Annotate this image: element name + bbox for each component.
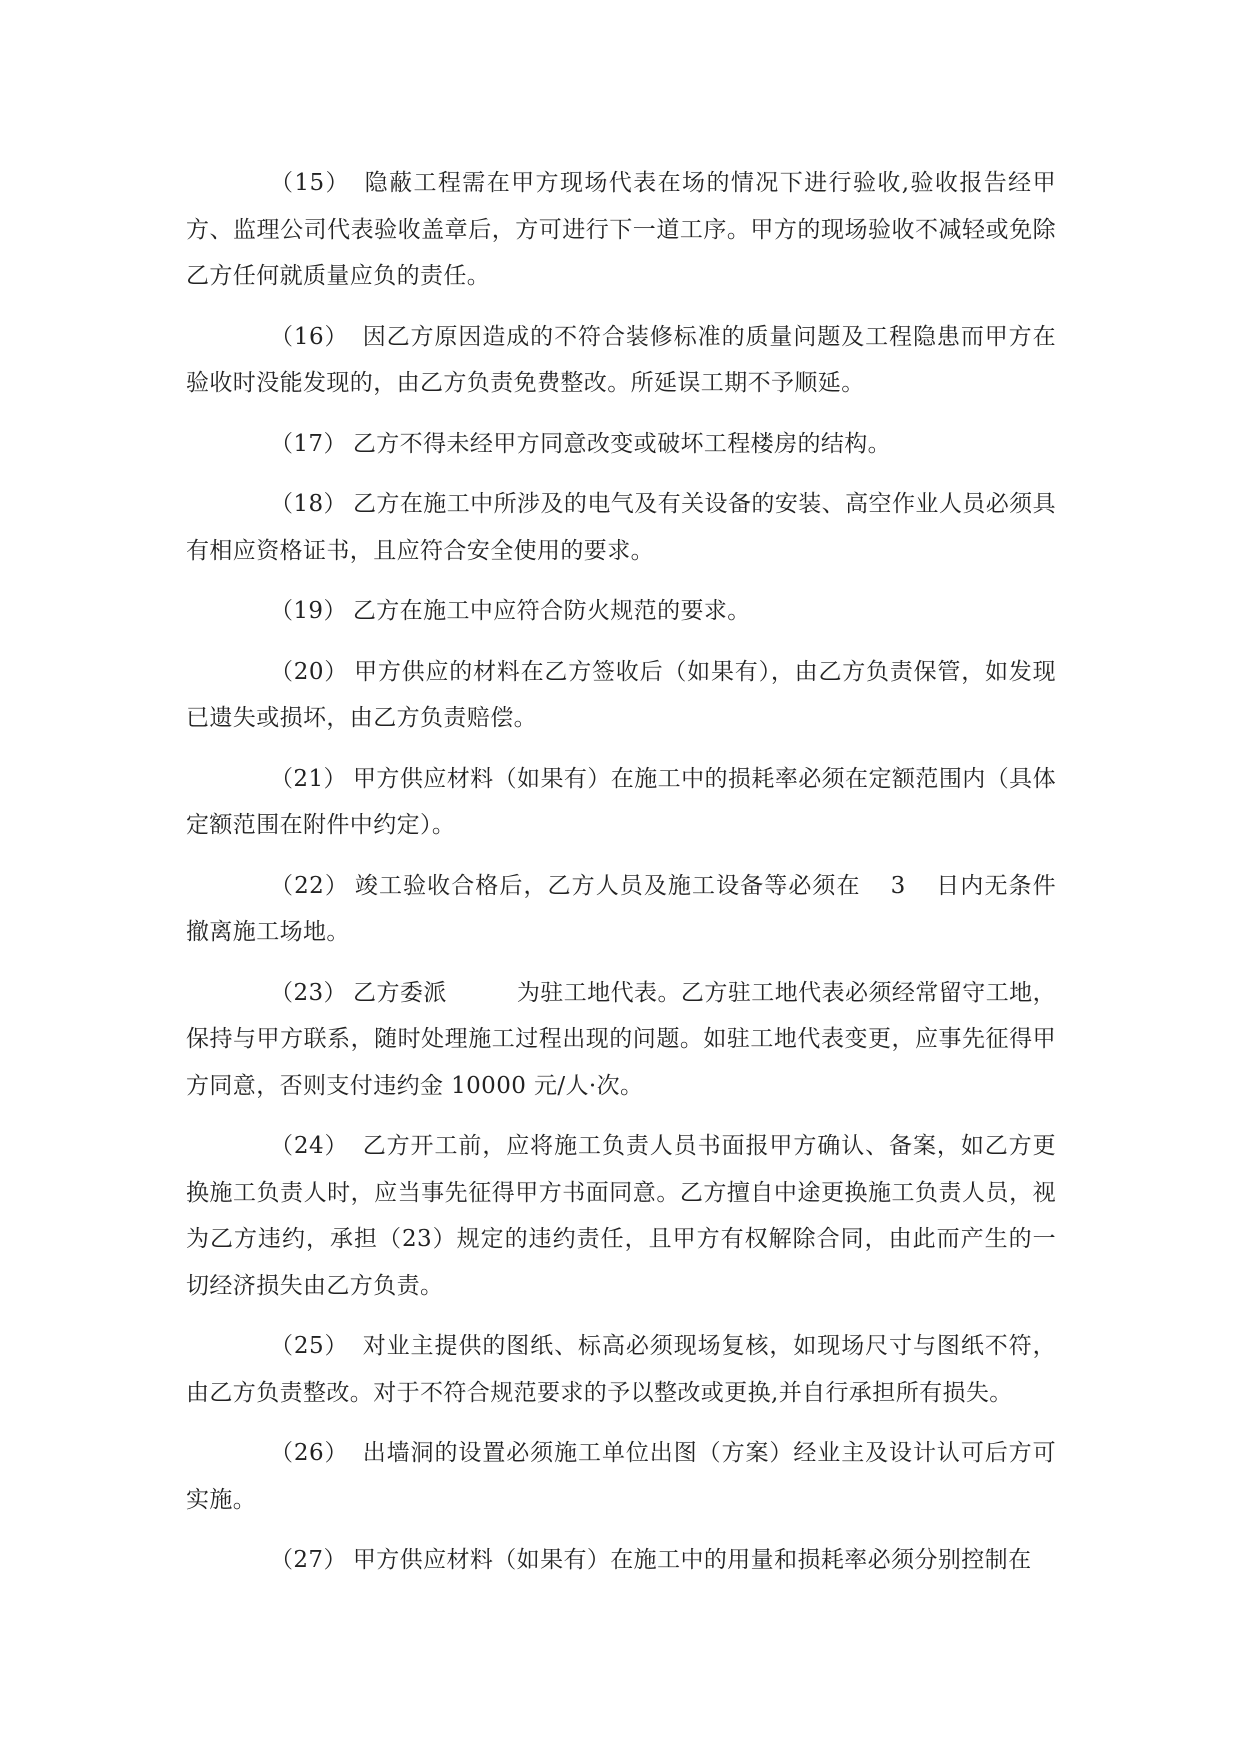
- clause-20: [186, 649, 1056, 742]
- clause-number: （27）: [270, 1547, 347, 1573]
- clause-22: [186, 863, 1056, 956]
- clause-18: [186, 481, 1056, 574]
- clause-27: [186, 1537, 1056, 1584]
- clause-21: [186, 756, 1056, 849]
- clause-number: （21）: [270, 765, 347, 792]
- clause-text-continued: 日内无条件撤离施工场地。: [186, 872, 1057, 945]
- clause-text: 甲方供应的材料在乙方签收后（如果有），由乙方负责保管，如发现已遗失或损坏，由乙方负责赔偿。: [186, 658, 1057, 731]
- clause-text: 乙方在施工中所涉及的电气及有关设备的安装、高空作业人员必须具有相应资格证书，且应符合安全使用的要求。: [186, 491, 1057, 564]
- clause-26: [186, 1430, 1056, 1523]
- clause-text-continued: 为驻工地代表。乙方驻工地代表必须经常留守工地，保持与甲方联系，随时处理施工过程出现的问题。如驻工地代表变更，应事先征得甲方同意，否则支付违约金 10000 元/人·次。: [186, 979, 1056, 1099]
- clause-text: 隐蔽工程需在甲方现场代表在场的情况下进行验收,验收报告经甲方、监理公司代表验收盖章后，方可进行下一道工序。甲方的现场验收不减轻或免除乙方任何就质量应负的责任。: [186, 170, 1056, 289]
- clause-number: （25）: [270, 1333, 349, 1359]
- clause-text: 乙方不得未经甲方同意改变或破坏工程楼房的结构。: [352, 430, 892, 457]
- clause-text: 甲方供应材料（如果有）在施工中的损耗率必须在定额范围内（具体定额范围在附件中约定）。: [186, 765, 1057, 838]
- clause-24: [186, 1123, 1056, 1309]
- clause-number: （22）: [270, 872, 349, 899]
- clause-text: 乙方开工前，应将施工负责人员书面报甲方确认、备案，如乙方更换施工负责人时，应当事先征得甲方书面同意。乙方擅自中途更换施工负责人员，视为乙方违约，承担（23）规定的违约责任，且甲方有权解除合同，由此而产生的一切经济损失由乙方负责。: [186, 1133, 1057, 1299]
- document-body: [186, 160, 1056, 1598]
- clause-text: 因乙方原因造成的不符合装修标准的质量问题及工程隐患而甲方在验收时没能发现的，由乙方负责免费整改。所延误工期不予顺延。: [186, 323, 1057, 396]
- clause-number: （26）: [270, 1440, 349, 1466]
- clause-17: [186, 421, 1056, 468]
- clause-15: [186, 160, 1056, 300]
- clause-number: （17）: [270, 430, 347, 457]
- clause-number: （24）: [270, 1133, 349, 1159]
- clause-text: 对业主提供的图纸、标高必须现场复核，如现场尺寸与图纸不符，由乙方负责整改。对于不符合规范要求的予以整改或更换,并自行承担所有损失。: [186, 1333, 1057, 1406]
- clause-23: [186, 970, 1056, 1110]
- clause-19: [186, 588, 1056, 635]
- clause-number: （19）: [270, 598, 347, 624]
- clause-number: （18）: [270, 491, 347, 517]
- clause-days-value: 3: [890, 872, 906, 899]
- clause-text: 乙方委派: [353, 979, 447, 1006]
- clause-25: [186, 1323, 1056, 1416]
- clause-16: [186, 314, 1056, 407]
- clause-number: （15）: [270, 170, 350, 196]
- clause-text: 出墙洞的设置必须施工单位出图（方案）经业主及设计认可后方可实施。: [186, 1440, 1057, 1513]
- clause-number: （23）: [270, 979, 347, 1006]
- clause-text: 乙方在施工中应符合防火规范的要求。: [352, 598, 751, 624]
- clause-text: 甲方供应材料（如果有）在施工中的用量和损耗率必须分别控制在: [352, 1547, 1032, 1573]
- clause-number: （20）: [270, 658, 349, 685]
- clause-text: 竣工验收合格后，乙方人员及施工设备等必须在: [354, 872, 861, 899]
- clause-number: （16）: [270, 323, 349, 350]
